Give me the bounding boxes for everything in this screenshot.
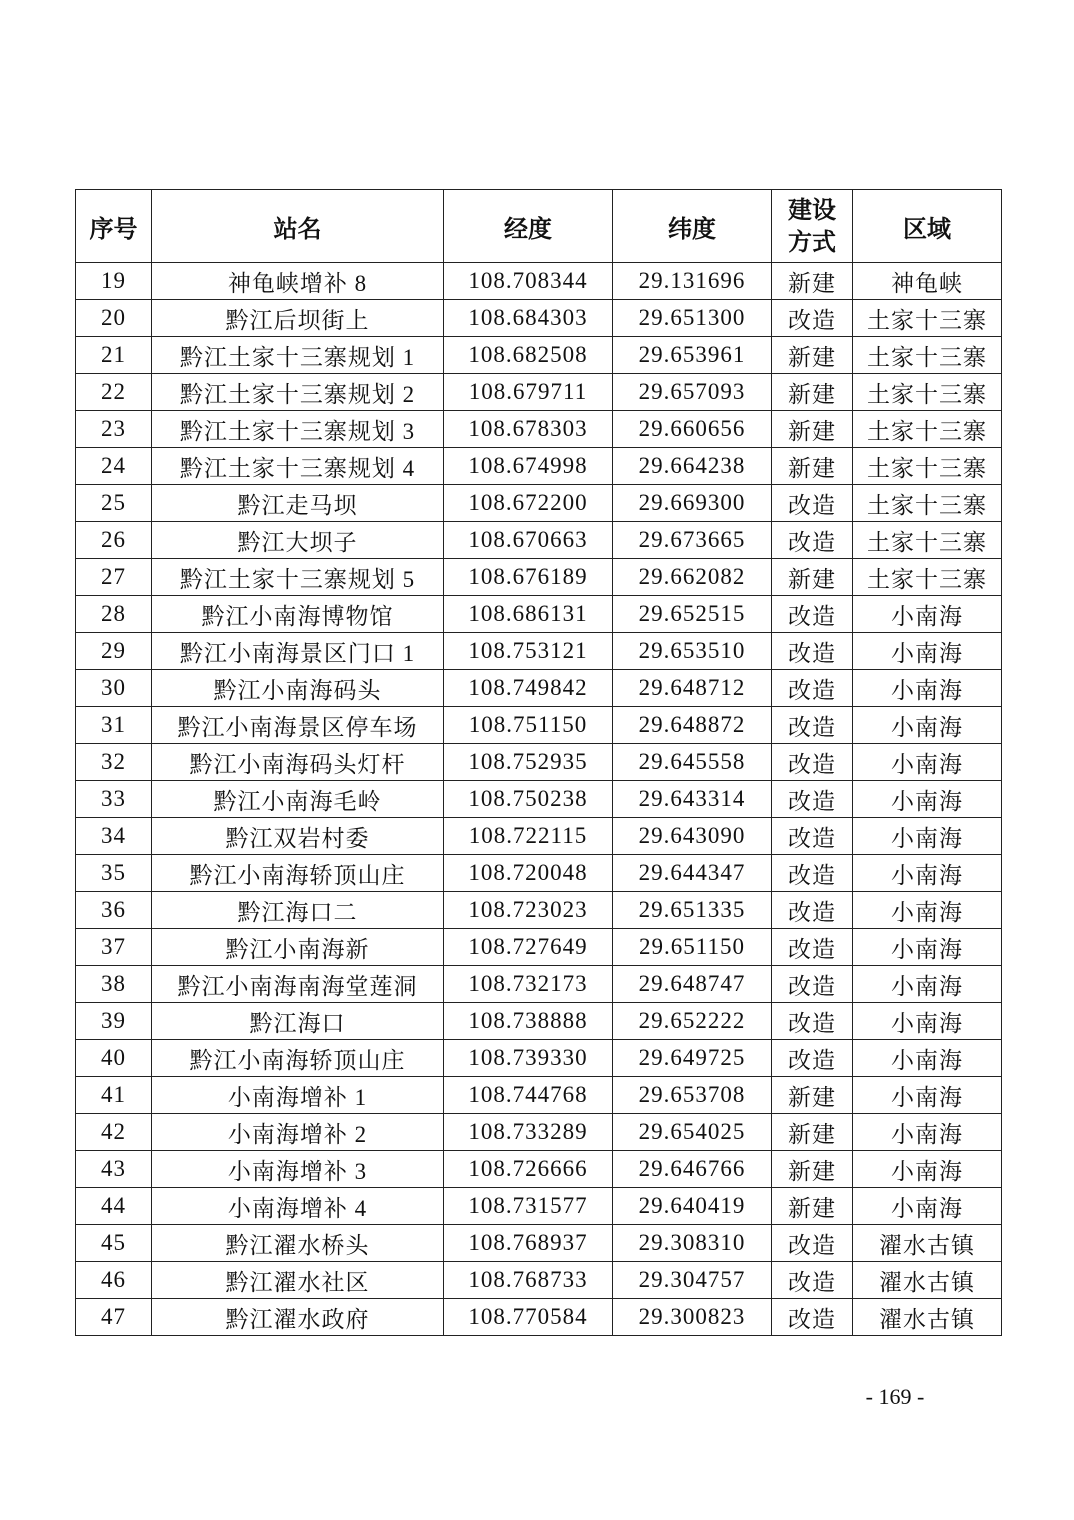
cell-longitude: 108.676189 xyxy=(444,559,613,596)
cell-index: 32 xyxy=(76,744,152,781)
cell-station-name: 黔江土家十三寨规划 2 xyxy=(152,374,444,411)
cell-region: 土家十三寨 xyxy=(853,337,1002,374)
cell-station-name: 小南海增补 1 xyxy=(152,1077,444,1114)
cell-longitude: 108.708344 xyxy=(444,263,613,300)
table-row xyxy=(76,1188,1002,1225)
table-row xyxy=(76,522,1002,559)
cell-station-name: 黔江小南海南海堂莲洞 xyxy=(152,966,444,1003)
cell-longitude: 108.749842 xyxy=(444,670,613,707)
cell-latitude: 29.643314 xyxy=(613,781,772,818)
cell-longitude: 108.768733 xyxy=(444,1262,613,1299)
table-row xyxy=(76,485,1002,522)
cell-region: 小南海 xyxy=(853,633,1002,670)
cell-longitude: 108.684303 xyxy=(444,300,613,337)
table-row xyxy=(76,1225,1002,1262)
cell-construction-method: 改造 xyxy=(772,966,853,1003)
cell-latitude: 29.657093 xyxy=(613,374,772,411)
cell-latitude: 29.646766 xyxy=(613,1151,772,1188)
cell-station-name: 黔江双岩村委 xyxy=(152,818,444,855)
cell-latitude: 29.308310 xyxy=(613,1225,772,1262)
cell-latitude: 29.643090 xyxy=(613,818,772,855)
cell-construction-method: 改造 xyxy=(772,1299,853,1336)
cell-index: 35 xyxy=(76,855,152,892)
cell-station-name: 神龟峡增补 8 xyxy=(152,263,444,300)
cell-longitude: 108.682508 xyxy=(444,337,613,374)
cell-construction-method: 新建 xyxy=(772,448,853,485)
table-row xyxy=(76,559,1002,596)
cell-latitude: 29.664238 xyxy=(613,448,772,485)
cell-latitude: 29.645558 xyxy=(613,744,772,781)
cell-longitude: 108.672200 xyxy=(444,485,613,522)
cell-station-name: 黔江土家十三寨规划 1 xyxy=(152,337,444,374)
cell-station-name: 黔江小南海毛岭 xyxy=(152,781,444,818)
table-row xyxy=(76,781,1002,818)
cell-index: 30 xyxy=(76,670,152,707)
table-header-row xyxy=(76,190,1002,263)
cell-station-name: 黔江海口 xyxy=(152,1003,444,1040)
header-name: 站名 xyxy=(152,190,444,263)
table-row xyxy=(76,374,1002,411)
cell-longitude: 108.679711 xyxy=(444,374,613,411)
cell-construction-method: 改造 xyxy=(772,633,853,670)
cell-index: 45 xyxy=(76,1225,152,1262)
cell-longitude: 108.739330 xyxy=(444,1040,613,1077)
cell-station-name: 黔江小南海码头 xyxy=(152,670,444,707)
header-method-line1: 建设 xyxy=(788,196,836,224)
table-row xyxy=(76,1151,1002,1188)
cell-station-name: 黔江小南海景区门口 1 xyxy=(152,633,444,670)
cell-longitude: 108.731577 xyxy=(444,1188,613,1225)
cell-region: 小南海 xyxy=(853,966,1002,1003)
cell-region: 小南海 xyxy=(853,596,1002,633)
cell-latitude: 29.652222 xyxy=(613,1003,772,1040)
cell-station-name: 黔江土家十三寨规划 4 xyxy=(152,448,444,485)
table-row xyxy=(76,448,1002,485)
table-row xyxy=(76,1040,1002,1077)
cell-construction-method: 新建 xyxy=(772,411,853,448)
cell-region: 土家十三寨 xyxy=(853,559,1002,596)
cell-construction-method: 新建 xyxy=(772,559,853,596)
header-method-line2: 方式 xyxy=(788,228,836,256)
cell-region: 土家十三寨 xyxy=(853,448,1002,485)
cell-latitude: 29.304757 xyxy=(613,1262,772,1299)
cell-latitude: 29.644347 xyxy=(613,855,772,892)
table-row xyxy=(76,1077,1002,1114)
cell-construction-method: 新建 xyxy=(772,1188,853,1225)
cell-index: 44 xyxy=(76,1188,152,1225)
cell-region: 土家十三寨 xyxy=(853,300,1002,337)
cell-construction-method: 改造 xyxy=(772,929,853,966)
cell-station-name: 黔江小南海轿顶山庄 xyxy=(152,855,444,892)
cell-station-name: 小南海增补 2 xyxy=(152,1114,444,1151)
cell-index: 36 xyxy=(76,892,152,929)
cell-region: 小南海 xyxy=(853,1151,1002,1188)
cell-construction-method: 改造 xyxy=(772,522,853,559)
cell-latitude: 29.653708 xyxy=(613,1077,772,1114)
cell-region: 小南海 xyxy=(853,1077,1002,1114)
cell-region: 土家十三寨 xyxy=(853,411,1002,448)
cell-latitude: 29.653961 xyxy=(613,337,772,374)
cell-station-name: 黔江小南海新 xyxy=(152,929,444,966)
table-row xyxy=(76,1262,1002,1299)
cell-station-name: 黔江小南海博物馆 xyxy=(152,596,444,633)
cell-longitude: 108.722115 xyxy=(444,818,613,855)
cell-station-name: 小南海增补 3 xyxy=(152,1151,444,1188)
cell-station-name: 黔江土家十三寨规划 3 xyxy=(152,411,444,448)
cell-region: 濯水古镇 xyxy=(853,1299,1002,1336)
cell-longitude: 108.751150 xyxy=(444,707,613,744)
cell-index: 33 xyxy=(76,781,152,818)
table-row xyxy=(76,1003,1002,1040)
cell-construction-method: 改造 xyxy=(772,1225,853,1262)
cell-station-name: 黔江大坝子 xyxy=(152,522,444,559)
cell-index: 23 xyxy=(76,411,152,448)
cell-construction-method: 改造 xyxy=(772,855,853,892)
cell-region: 小南海 xyxy=(853,707,1002,744)
cell-latitude: 29.300823 xyxy=(613,1299,772,1336)
cell-region: 小南海 xyxy=(853,1188,1002,1225)
header-region: 区域 xyxy=(853,190,1002,263)
cell-construction-method: 改造 xyxy=(772,781,853,818)
cell-station-name: 黔江小南海景区停车场 xyxy=(152,707,444,744)
cell-index: 19 xyxy=(76,263,152,300)
cell-construction-method: 改造 xyxy=(772,1003,853,1040)
cell-station-name: 黔江后坝街上 xyxy=(152,300,444,337)
cell-construction-method: 新建 xyxy=(772,337,853,374)
table-row xyxy=(76,1114,1002,1151)
cell-latitude: 29.651335 xyxy=(613,892,772,929)
cell-latitude: 29.653510 xyxy=(613,633,772,670)
cell-region: 小南海 xyxy=(853,670,1002,707)
cell-index: 37 xyxy=(76,929,152,966)
station-table xyxy=(75,189,1002,1336)
header-latitude: 纬度 xyxy=(613,190,772,263)
cell-longitude: 108.723023 xyxy=(444,892,613,929)
cell-latitude: 29.652515 xyxy=(613,596,772,633)
cell-latitude: 29.131696 xyxy=(613,263,772,300)
table-row xyxy=(76,892,1002,929)
cell-index: 40 xyxy=(76,1040,152,1077)
cell-longitude: 108.738888 xyxy=(444,1003,613,1040)
cell-station-name: 黔江走马坝 xyxy=(152,485,444,522)
table-row xyxy=(76,818,1002,855)
cell-region: 土家十三寨 xyxy=(853,485,1002,522)
cell-region: 小南海 xyxy=(853,1040,1002,1077)
cell-longitude: 108.750238 xyxy=(444,781,613,818)
cell-construction-method: 新建 xyxy=(772,1114,853,1151)
cell-construction-method: 改造 xyxy=(772,818,853,855)
cell-construction-method: 改造 xyxy=(772,1262,853,1299)
cell-latitude: 29.660656 xyxy=(613,411,772,448)
table-row xyxy=(76,966,1002,1003)
cell-region: 濯水古镇 xyxy=(853,1225,1002,1262)
cell-longitude: 108.768937 xyxy=(444,1225,613,1262)
cell-index: 31 xyxy=(76,707,152,744)
cell-index: 29 xyxy=(76,633,152,670)
cell-station-name: 黔江海口二 xyxy=(152,892,444,929)
cell-longitude: 108.752935 xyxy=(444,744,613,781)
cell-region: 小南海 xyxy=(853,1114,1002,1151)
cell-construction-method: 新建 xyxy=(772,263,853,300)
cell-index: 43 xyxy=(76,1151,152,1188)
cell-index: 47 xyxy=(76,1299,152,1336)
table-row xyxy=(76,1299,1002,1336)
cell-index: 41 xyxy=(76,1077,152,1114)
cell-construction-method: 改造 xyxy=(772,670,853,707)
cell-station-name: 黔江小南海码头灯杆 xyxy=(152,744,444,781)
cell-longitude: 108.753121 xyxy=(444,633,613,670)
cell-longitude: 108.686131 xyxy=(444,596,613,633)
cell-latitude: 29.669300 xyxy=(613,485,772,522)
cell-construction-method: 改造 xyxy=(772,485,853,522)
cell-construction-method: 改造 xyxy=(772,300,853,337)
cell-station-name: 黔江濯水桥头 xyxy=(152,1225,444,1262)
table-row xyxy=(76,337,1002,374)
cell-index: 20 xyxy=(76,300,152,337)
table-row xyxy=(76,633,1002,670)
table-row xyxy=(76,411,1002,448)
cell-index: 42 xyxy=(76,1114,152,1151)
cell-construction-method: 新建 xyxy=(772,374,853,411)
cell-latitude: 29.673665 xyxy=(613,522,772,559)
cell-longitude: 108.732173 xyxy=(444,966,613,1003)
cell-region: 小南海 xyxy=(853,892,1002,929)
cell-construction-method: 改造 xyxy=(772,1040,853,1077)
cell-index: 38 xyxy=(76,966,152,1003)
cell-index: 34 xyxy=(76,818,152,855)
cell-station-name: 黔江小南海轿顶山庄 xyxy=(152,1040,444,1077)
cell-longitude: 108.674998 xyxy=(444,448,613,485)
cell-index: 27 xyxy=(76,559,152,596)
cell-latitude: 29.648712 xyxy=(613,670,772,707)
cell-region: 土家十三寨 xyxy=(853,374,1002,411)
cell-region: 濯水古镇 xyxy=(853,1262,1002,1299)
cell-latitude: 29.662082 xyxy=(613,559,772,596)
cell-latitude: 29.648872 xyxy=(613,707,772,744)
cell-region: 土家十三寨 xyxy=(853,522,1002,559)
cell-index: 22 xyxy=(76,374,152,411)
cell-region: 小南海 xyxy=(853,818,1002,855)
cell-latitude: 29.651150 xyxy=(613,929,772,966)
table-row xyxy=(76,929,1002,966)
cell-index: 24 xyxy=(76,448,152,485)
cell-longitude: 108.733289 xyxy=(444,1114,613,1151)
cell-construction-method: 改造 xyxy=(772,744,853,781)
cell-index: 46 xyxy=(76,1262,152,1299)
cell-latitude: 29.654025 xyxy=(613,1114,772,1151)
cell-region: 小南海 xyxy=(853,855,1002,892)
cell-latitude: 29.648747 xyxy=(613,966,772,1003)
cell-construction-method: 改造 xyxy=(772,596,853,633)
cell-station-name: 黔江濯水政府 xyxy=(152,1299,444,1336)
cell-longitude: 108.678303 xyxy=(444,411,613,448)
cell-index: 39 xyxy=(76,1003,152,1040)
cell-index: 25 xyxy=(76,485,152,522)
cell-longitude: 108.670663 xyxy=(444,522,613,559)
cell-latitude: 29.649725 xyxy=(613,1040,772,1077)
table-row xyxy=(76,596,1002,633)
cell-longitude: 108.727649 xyxy=(444,929,613,966)
table-row xyxy=(76,855,1002,892)
page-number: - 169 - xyxy=(865,1384,925,1409)
header-longitude: 经度 xyxy=(444,190,613,263)
cell-station-name: 黔江土家十三寨规划 5 xyxy=(152,559,444,596)
header-construction-method xyxy=(772,190,853,263)
cell-region: 小南海 xyxy=(853,1003,1002,1040)
cell-station-name: 小南海增补 4 xyxy=(152,1188,444,1225)
table-body xyxy=(76,263,1002,1336)
table-row xyxy=(76,707,1002,744)
cell-longitude: 108.726666 xyxy=(444,1151,613,1188)
cell-construction-method: 新建 xyxy=(772,1077,853,1114)
cell-construction-method: 新建 xyxy=(772,1151,853,1188)
cell-index: 26 xyxy=(76,522,152,559)
table-row xyxy=(76,744,1002,781)
table-row xyxy=(76,263,1002,300)
cell-longitude: 108.744768 xyxy=(444,1077,613,1114)
cell-region: 神龟峡 xyxy=(853,263,1002,300)
header-index: 序号 xyxy=(76,190,152,263)
cell-region: 小南海 xyxy=(853,781,1002,818)
cell-station-name: 黔江濯水社区 xyxy=(152,1262,444,1299)
cell-index: 28 xyxy=(76,596,152,633)
cell-construction-method: 改造 xyxy=(772,707,853,744)
cell-longitude: 108.770584 xyxy=(444,1299,613,1336)
cell-index: 21 xyxy=(76,337,152,374)
cell-longitude: 108.720048 xyxy=(444,855,613,892)
cell-latitude: 29.651300 xyxy=(613,300,772,337)
cell-region: 小南海 xyxy=(853,744,1002,781)
table-row xyxy=(76,300,1002,337)
cell-region: 小南海 xyxy=(853,929,1002,966)
cell-latitude: 29.640419 xyxy=(613,1188,772,1225)
table-row xyxy=(76,670,1002,707)
cell-construction-method: 改造 xyxy=(772,892,853,929)
